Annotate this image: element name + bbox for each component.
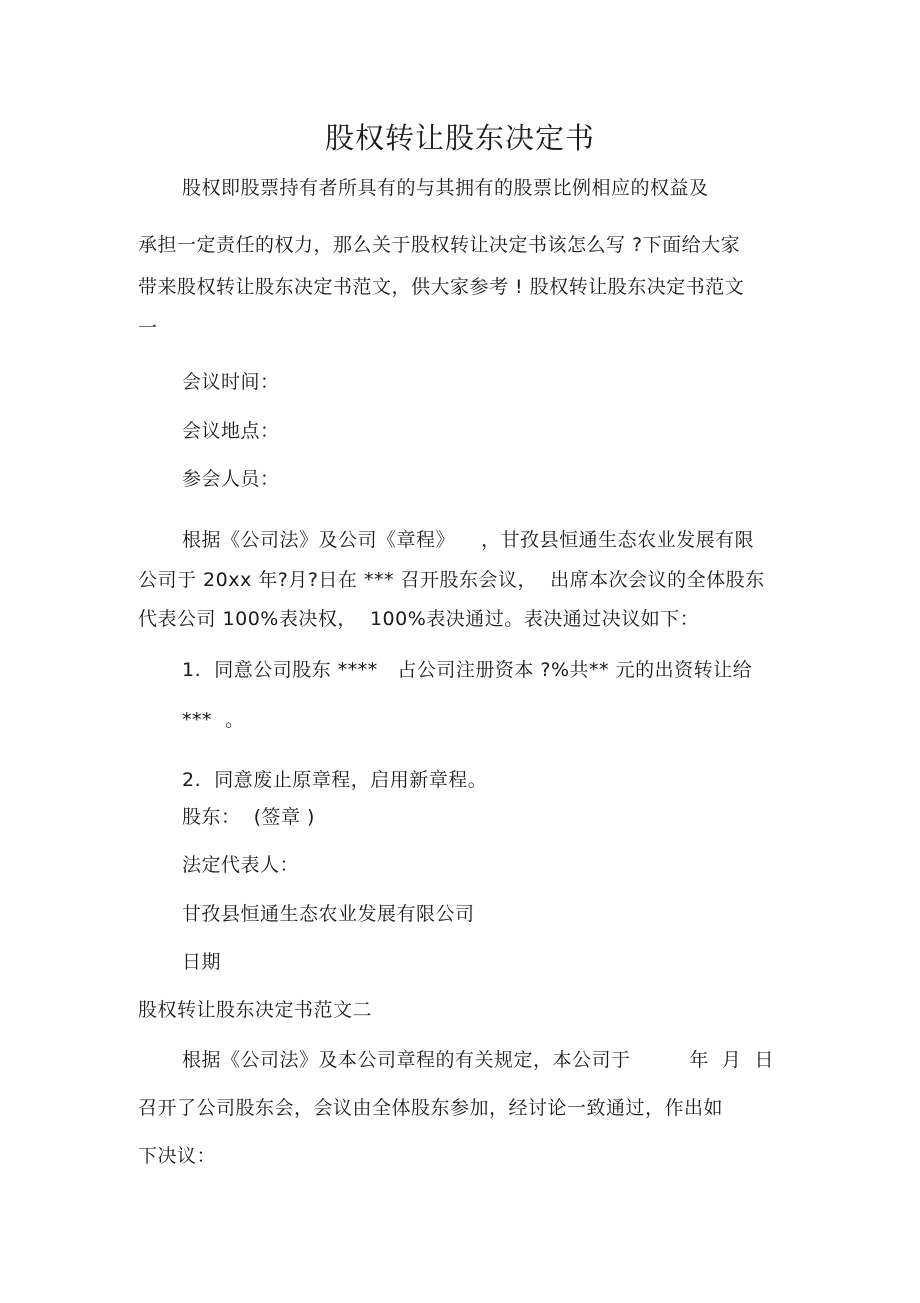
intro-line-4: 一 bbox=[138, 317, 158, 339]
date-line: 日期 bbox=[182, 951, 222, 973]
meeting-attendees-label: 参会人员： bbox=[182, 468, 280, 490]
document-title: 股权转让股东决定书 bbox=[324, 121, 595, 155]
intro-line-3: 带来股权转让股东决定书范文，供大家参考 ! 股权转让股东决定书范文 bbox=[138, 276, 745, 298]
sample-two-heading: 股权转让股东决定书范文二 bbox=[138, 999, 373, 1021]
resolution-item-1: 1. 同意公司股东 **** 占公司注册资本 ?%共** 元的出资转让给 bbox=[182, 659, 753, 681]
legal-representative-line: 法定代表人： bbox=[182, 854, 300, 876]
sample-two-line-1: 根据《公司法》及本公司章程的有关规定，本公司于 年 月 日 bbox=[182, 1049, 775, 1071]
intro-line-2: 承担一定责任的权力，那么关于股权转让决定书该怎么写 ?下面给大家 bbox=[138, 234, 741, 256]
meeting-time-label: 会议时间： bbox=[182, 371, 280, 393]
resolution-item-1-cont: *** 。 bbox=[182, 709, 245, 731]
shareholder-signature-line: 股东： (签章 ) bbox=[182, 806, 315, 828]
meeting-place-label: 会议地点： bbox=[182, 420, 280, 442]
resolution-line-1: 根据《公司法》及公司《章程》 ，甘孜县恒通生态农业发展有限 bbox=[182, 529, 755, 551]
resolution-item-2: 2. 同意废止原章程，启用新章程。 bbox=[182, 769, 488, 791]
company-name-line: 甘孜县恒通生态农业发展有限公司 bbox=[182, 903, 475, 925]
resolution-line-3: 代表公司 100%表决权， 100%表决通过。表决通过决议如下： bbox=[138, 608, 700, 630]
intro-line-1: 股权即股票持有者所具有的与其拥有的股票比例相应的权益及 bbox=[182, 177, 709, 199]
sample-two-line-3: 下决议： bbox=[138, 1145, 217, 1167]
resolution-line-2: 公司于 20xx 年?月?日在 *** 召开股东会议， 出席本次会议的全体股东 bbox=[138, 569, 765, 591]
sample-two-line-2: 召开了公司股东会，会议由全体股东参加，经讨论一致通过，作出如 bbox=[138, 1097, 724, 1119]
